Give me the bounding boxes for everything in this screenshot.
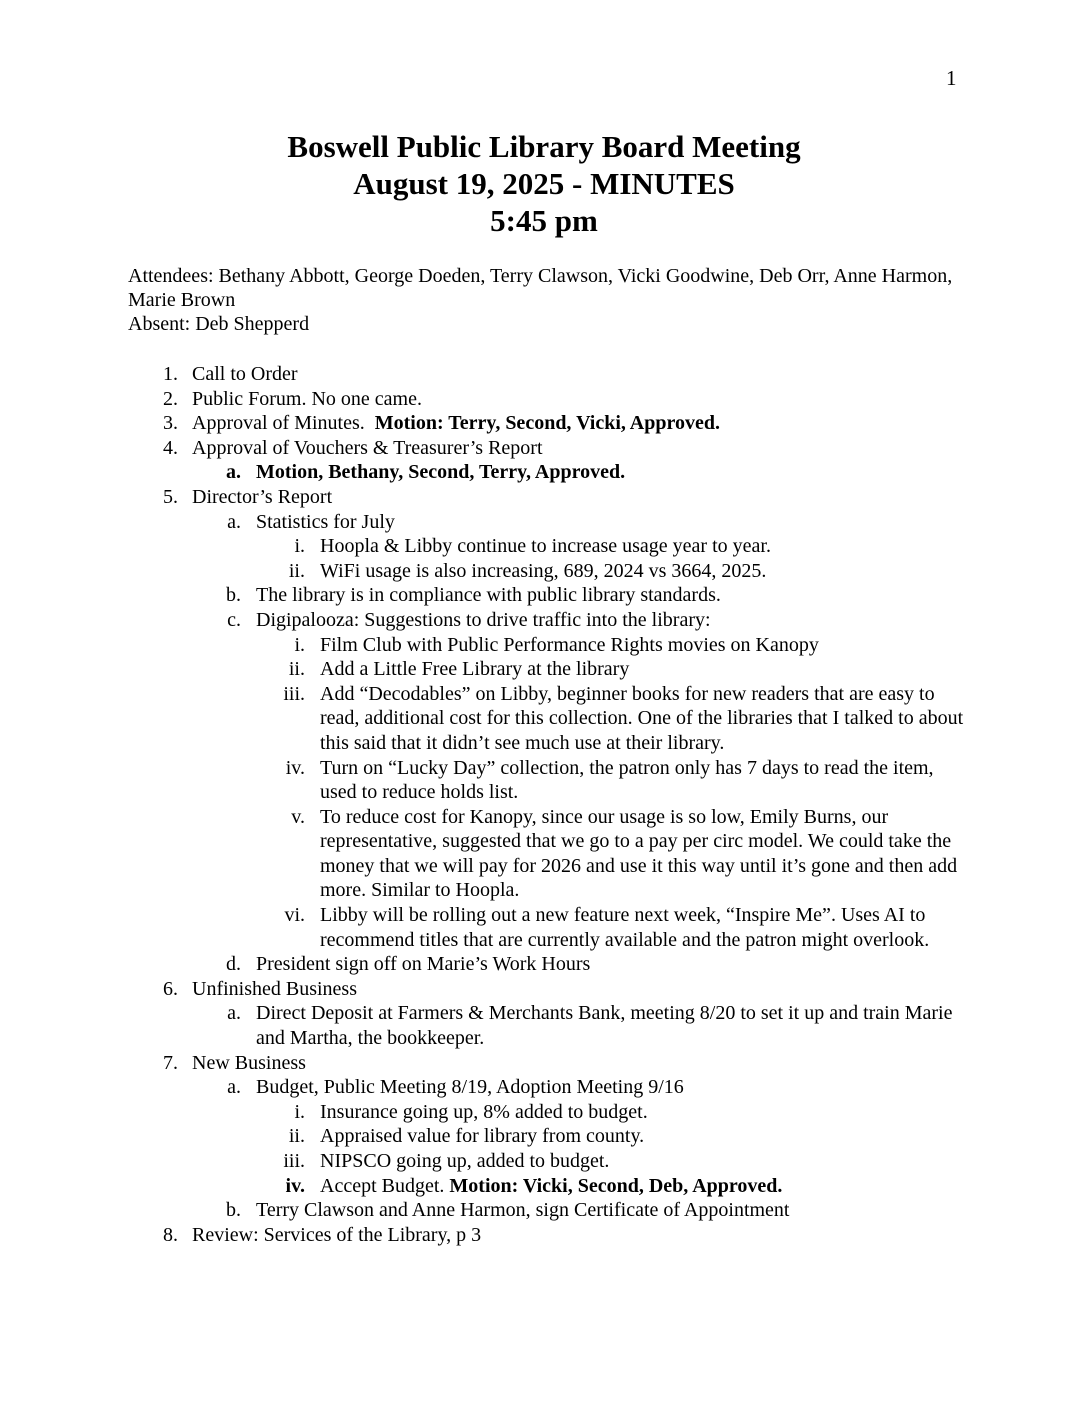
- item-number: a.: [227, 1076, 241, 1099]
- agenda-item-7a-i: [0, 1100, 1088, 1125]
- agenda-item-6a: [0, 1001, 1088, 1050]
- item-text: To reduce cost for Kanopy, since our usage is so low, Emily Burns, our representative, suggested that we go to a pay per circ model. We could take the money that we will pay for 2026 and use it this way until it’s gone and then add more. Similar to Hoopla.: [320, 805, 958, 902]
- attendance-block: [128, 264, 958, 336]
- document-title: [0, 128, 1088, 239]
- agenda-item-5a: [0, 510, 1088, 535]
- motion-text: Motion, Bethany, Second, Terry, Approved.: [256, 461, 626, 484]
- item-number: 3.: [163, 412, 178, 435]
- agenda-item-5: [0, 485, 1088, 510]
- item-text: Call to Order: [192, 363, 298, 385]
- page-number: 1: [946, 66, 957, 90]
- item-text-plain: Approval of Minutes.: [192, 412, 365, 435]
- item-text: NIPSCO going up, added to budget.: [320, 1150, 610, 1172]
- item-text: Terry Clawson and Anne Harmon, sign Certificate of Appointment: [256, 1199, 790, 1222]
- item-text: President sign off on Marie’s Work Hours: [256, 953, 591, 976]
- item-number: iii.: [283, 682, 305, 705]
- agenda-item-5a-i: [0, 534, 1088, 559]
- item-text: Statistics for July: [256, 510, 395, 533]
- item-text: [192, 411, 720, 436]
- agenda-item-5c-ii: [0, 657, 1088, 682]
- agenda-item-7a: [0, 1075, 1088, 1100]
- item-text: Hoopla & Libby continue to increase usage year to year.: [320, 535, 771, 558]
- item-text: Budget, Public Meeting 8/19, Adoption Meeting 9/16: [256, 1076, 684, 1099]
- item-number: a.: [227, 510, 241, 533]
- item-text: The library is in compliance with public library standards.: [256, 584, 721, 607]
- item-number: a.: [227, 1002, 241, 1025]
- agenda-item-5b: [0, 583, 1088, 608]
- item-number: 2.: [163, 387, 178, 410]
- item-number: ii.: [288, 559, 305, 582]
- item-number: v.: [291, 805, 305, 828]
- item-text: Add “Decodables” on Libby, beginner books for new readers that are easy to read, additional cost for this collection. One of the libraries that I talked to about this said that it didn’t see much use at their library.: [320, 682, 964, 754]
- item-text: Direct Deposit at Farmers & Merchants Bank, meeting 8/20 to set it up and train Marie and Martha, the bookkeeper.: [256, 1002, 953, 1050]
- absent-text: Absent: Deb Shepperd: [128, 313, 310, 335]
- agenda-item-5c-v: [0, 805, 1088, 903]
- agenda-item-2: [0, 387, 1088, 412]
- agenda-item-4: [0, 436, 1088, 461]
- agenda-item-4a: [0, 460, 1088, 485]
- title-line-2: August 19, 2025 - MINUTES: [353, 166, 735, 201]
- item-text: Public Forum. No one came.: [192, 387, 422, 410]
- agenda-item-7a-iv: [0, 1174, 1088, 1199]
- agenda-item-5c: [0, 608, 1088, 633]
- agenda-item-5c-vi: [0, 903, 1088, 952]
- agenda-item-8: [0, 1223, 1088, 1248]
- item-text: Director’s Report: [192, 485, 333, 508]
- item-text: Digipalooza: Suggestions to drive traffic into the library:: [256, 608, 711, 631]
- item-number: iv.: [285, 756, 305, 779]
- item-number: 1.: [163, 363, 178, 385]
- item-number: ii.: [288, 658, 305, 681]
- item-number: vi.: [284, 904, 305, 927]
- item-text: Film Club with Public Performance Rights movies on Kanopy: [320, 633, 819, 656]
- agenda-item-5a-ii: [0, 559, 1088, 584]
- item-text: Review: Services of the Library, p 3: [192, 1223, 482, 1246]
- item-text: [320, 1174, 782, 1199]
- item-number: i.: [294, 1100, 305, 1123]
- item-number: b.: [226, 1199, 241, 1222]
- item-number: a.: [226, 461, 241, 484]
- item-number: 4.: [163, 436, 178, 459]
- item-text: Approval of Vouchers & Treasurer’s Report: [192, 436, 543, 459]
- item-number: i.: [294, 633, 305, 656]
- agenda-item-5c-iii: [0, 682, 1088, 756]
- item-text: Libby will be rolling out a new feature next week, “Inspire Me”. Uses AI to recommend titles that are currently available and the patron might overlook.: [320, 904, 930, 951]
- item-number: iii.: [283, 1150, 305, 1172]
- motion-text: Motion: Vicki, Second, Deb, Approved.: [449, 1174, 783, 1197]
- item-number: i.: [294, 535, 305, 558]
- motion-text: Motion: Terry, Second, Vicki, Approved.: [374, 412, 720, 435]
- agenda-item-6: [0, 977, 1088, 1002]
- item-number: 7.: [163, 1051, 178, 1074]
- item-number: 5.: [163, 485, 178, 508]
- agenda-list: [0, 362, 1088, 1247]
- agenda-item-5d: [0, 952, 1088, 977]
- agenda-item-3: [0, 411, 1088, 436]
- item-text: Appraised value for library from county.: [320, 1125, 645, 1148]
- agenda-item-7a-iii: [0, 1149, 1088, 1174]
- item-text: Unfinished Business: [192, 977, 357, 1000]
- title-line-3: 5:45 pm: [490, 203, 598, 238]
- item-number: c.: [227, 608, 241, 631]
- item-number: ii.: [288, 1125, 305, 1148]
- item-text: Add a Little Free Library at the library: [320, 658, 630, 681]
- item-number: iv.: [285, 1174, 305, 1197]
- title-line-1: Boswell Public Library Board Meeting: [287, 129, 801, 164]
- agenda-item-7a-ii: [0, 1124, 1088, 1149]
- agenda-item-5c-i: [0, 633, 1088, 658]
- attendees-text: Attendees: Bethany Abbott, George Doeden, Terry Clawson, Vicki Goodwine, Deb Orr, Anne Harmon, Marie Brown: [128, 265, 953, 311]
- agenda-item-7b: [0, 1198, 1088, 1223]
- item-text: Insurance going up, 8% added to budget.: [320, 1100, 648, 1123]
- item-text: New Business: [192, 1051, 306, 1074]
- item-text: Turn on “Lucky Day” collection, the patron only has 7 days to read the item, used to reduce holds list.: [320, 756, 934, 804]
- item-number: 6.: [163, 977, 178, 1000]
- item-text-plain: Accept Budget.: [320, 1174, 445, 1197]
- agenda-item-5c-iv: [0, 756, 1088, 805]
- item-number: b.: [226, 584, 241, 607]
- agenda-item-1: [0, 362, 1088, 387]
- item-number: d.: [226, 953, 241, 976]
- item-text: WiFi usage is also increasing, 689, 2024 vs 3664, 2025.: [320, 559, 767, 582]
- item-number: 8.: [163, 1223, 178, 1246]
- agenda-item-7: [0, 1051, 1088, 1076]
